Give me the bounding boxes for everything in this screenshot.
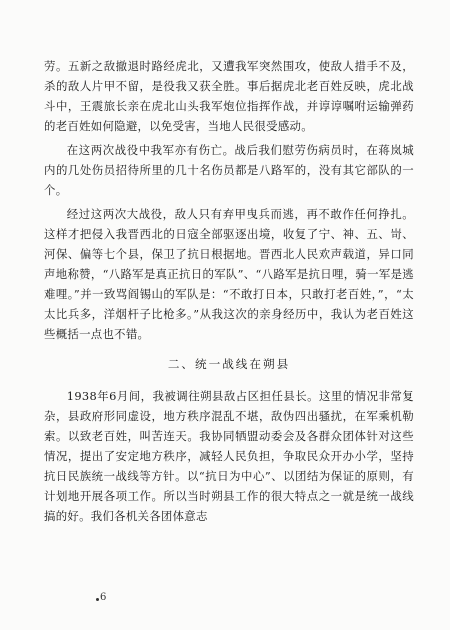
paragraph: 1938年6月间，我被调往朔县敌占区担任县长。这里的情况非常复杂，县政府形同虚设，地方秩序混乱不堪，敌伪四出骚扰，在军乘机勒索。以致老百姓，叫苦连天。我协同牺盟动委会及各群众团体针对这些情况，提出了安定地方秩序，减轻人民负担，争取民众开办小学，坚持抗日民族统一战线等方针。以“抗日为中心”、以团结为保证的原则，有计划地开展各项工作。所以当时朔县工作的很大特点之一就是统一战线搞的好。我们各机关各团体意志 [44, 389, 414, 523]
document-body [44, 56, 414, 530]
paragraph: 经过这两次大战役，敌人只有弃甲曳兵而逃，再不敢作任何挣扎。这样才把侵入我晋西北的日寇全部驱逐出境，收复了宁、神、五、岢、河保、偏等七个县，保卫了抗日根据地。晋西北人民欢声载道，异口同声地称赞，“八路军是真正抗日的军队”、“八路军是抗日哩，骑一军是逃难哩。”并一致骂阎锡山的军队是：“不敢打日本，只敢打老百姓，”，“太太比兵多，洋烟杆子比枪多。”从我这次的亲身经历中，我认为老百姓这些概括一点也不错。 [44, 207, 414, 341]
section-heading: 二、统一战线在朔县 [167, 357, 291, 371]
page-number-dot [96, 598, 99, 601]
page-number: 6 [100, 592, 107, 603]
paragraph: 在这两次战役中我军亦有伤亡。战后我们慰劳伤病员时，在蒋岚城内的几处伤员招待所里的几十名伤员都是八路军的，没有其它部队的一个。 [44, 143, 414, 197]
paragraph: 劳。五新之敌撤退时路经虎北，又遭我军突然围攻，使敌人措手不及，杀的敌人片甲不留，是役我又获全胜。事后据虎北老百姓反映，虎北战斗中，王震旅长亲在虎北山头我军炮位指挥作战，并谆谆嘱咐运输弹药的老百姓如何隐避，以免受害，当地人民很受感动。 [44, 59, 414, 133]
